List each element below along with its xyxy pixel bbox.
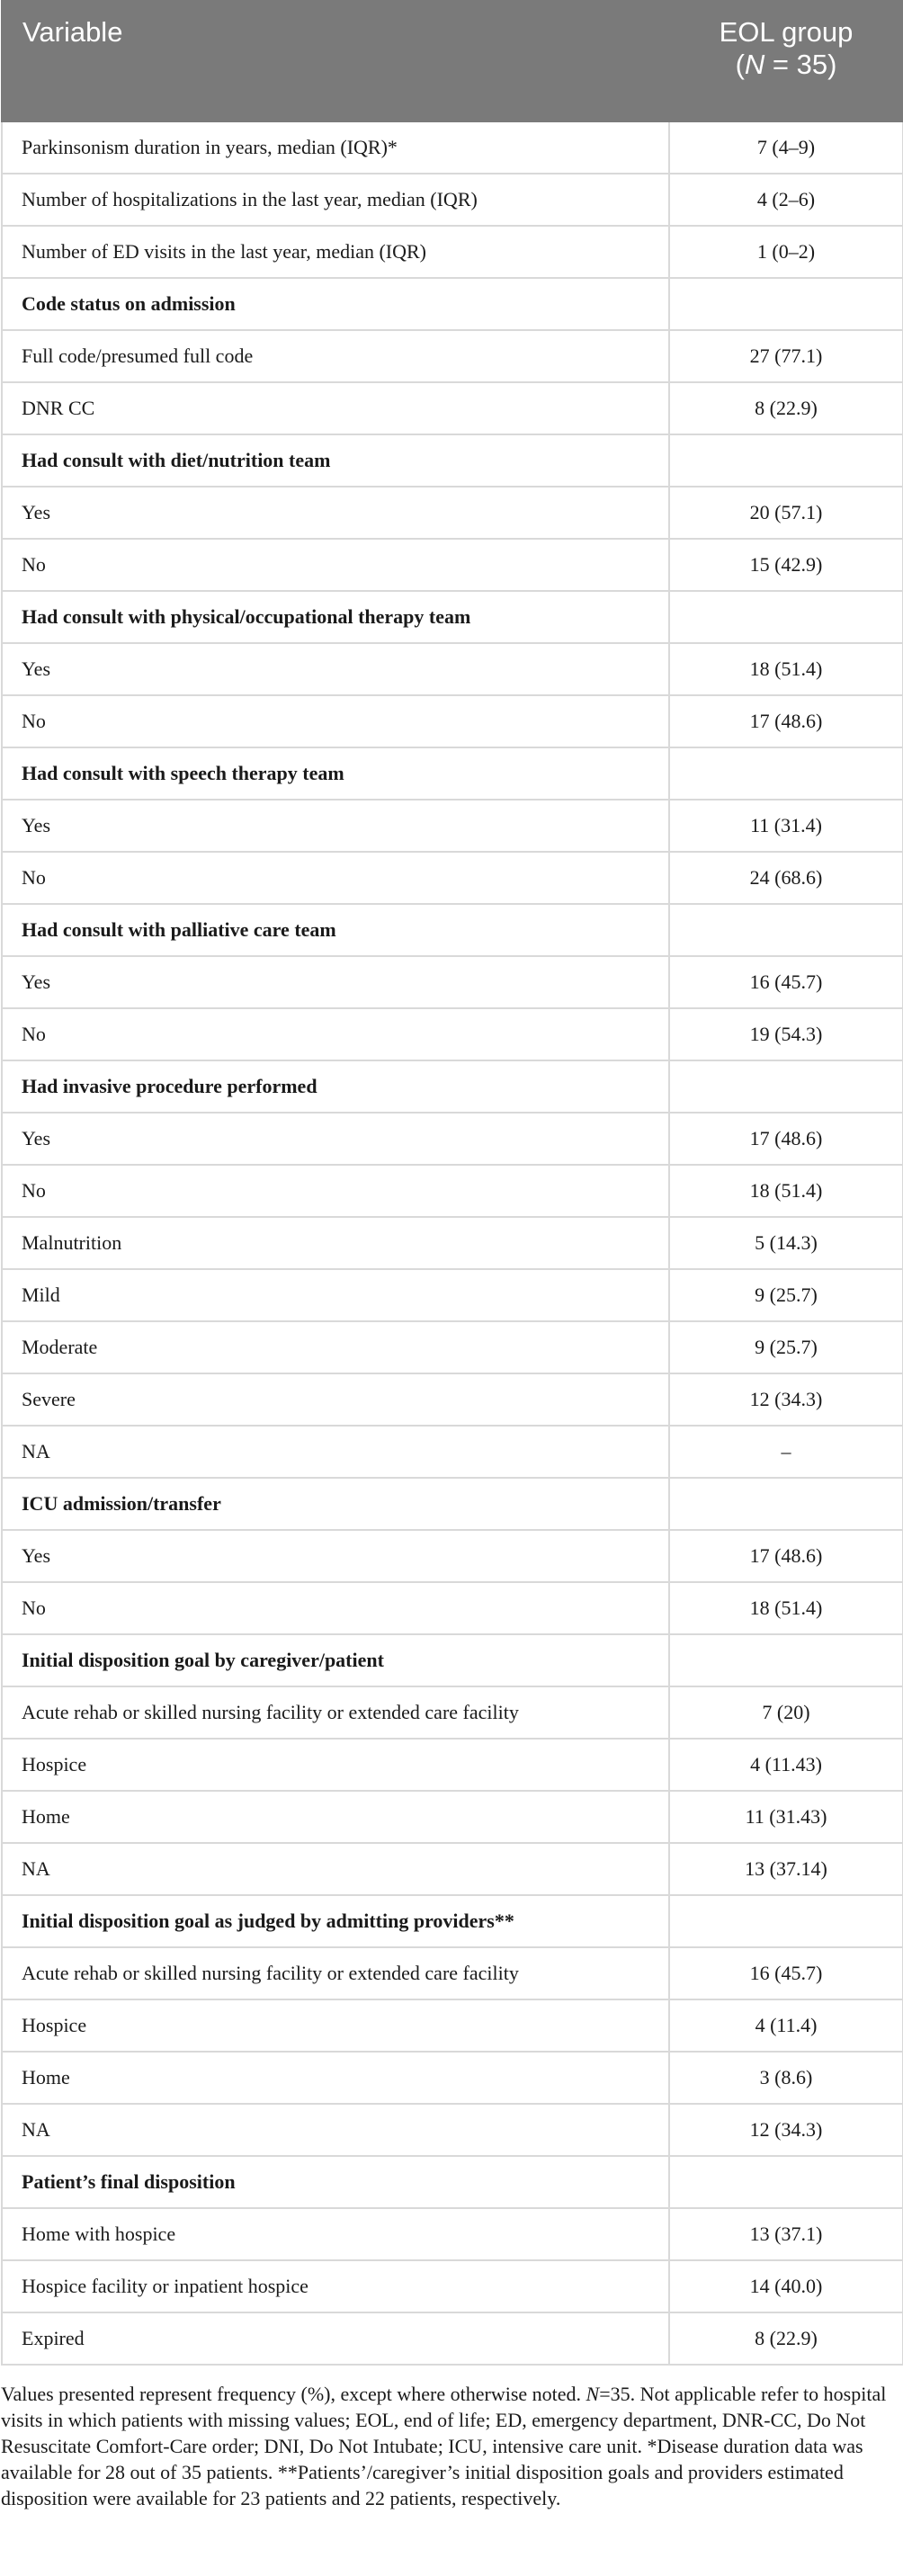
table-row	[2, 1843, 903, 1895]
table-row	[2, 2312, 903, 2365]
row-label: Hospice facility or inpatient hospice	[2, 2260, 669, 2312]
row-label: No	[2, 852, 669, 904]
row-value: 11 (31.43)	[669, 1791, 903, 1843]
table-row	[2, 1582, 903, 1634]
table-row	[2, 695, 903, 747]
row-value: 9 (25.7)	[669, 1321, 903, 1373]
table-row	[2, 1426, 903, 1478]
table-row	[2, 1113, 903, 1165]
section-row	[2, 2156, 903, 2208]
header-n-label: N	[744, 49, 765, 80]
header-group-title: EOL group	[719, 16, 854, 48]
row-label: Home with hospice	[2, 2208, 669, 2260]
table-row	[2, 1269, 903, 1321]
header-variable: Variable	[2, 1, 669, 121]
row-value	[669, 2156, 903, 2208]
table-row	[2, 2260, 903, 2312]
row-label: Number of hospitalizations in the last year, median (IQR)	[2, 174, 669, 226]
section-row	[2, 278, 903, 330]
row-value	[669, 1478, 903, 1530]
table-row	[2, 643, 903, 695]
section-row	[2, 1478, 903, 1530]
row-value: 24 (68.6)	[669, 852, 903, 904]
row-value: 8 (22.9)	[669, 382, 903, 434]
row-label: Home	[2, 1791, 669, 1843]
row-label: Acute rehab or skilled nursing facility or extended care facility	[2, 1947, 669, 1999]
table-row	[2, 1373, 903, 1426]
row-value: 8 (22.9)	[669, 2312, 903, 2365]
row-value: 9 (25.7)	[669, 1269, 903, 1321]
table-row	[2, 1321, 903, 1373]
row-label: Hospice	[2, 1999, 669, 2052]
table-row	[2, 330, 903, 382]
table-footnote	[1, 2381, 891, 2511]
row-value	[669, 1060, 903, 1113]
row-value: 4 (2–6)	[669, 174, 903, 226]
row-label: Parkinsonism duration in years, median (IQR)*	[2, 121, 669, 174]
row-label: No	[2, 539, 669, 591]
row-value: 18 (51.4)	[669, 1165, 903, 1217]
row-value: 3 (8.6)	[669, 2052, 903, 2104]
row-value: 15 (42.9)	[669, 539, 903, 591]
section-row	[2, 434, 903, 487]
footnote-part2: =35. Not applicable refer to hospital visits in which patients with missing values; EOL, end of life; ED, emergency department, DNR-CC, Do Not Resuscitate Comfort-Care order; DNI, Do Not Intubate; ICU, intensive care unit. *Disease duration data was available for 28 out of 35 patients. **Patients’/caregiver’s initial disposition goals and providers estimated disposition were available for 23 patients and 22 patients, respectively.	[1, 2383, 887, 2509]
row-label: Yes	[2, 643, 669, 695]
section-row	[2, 591, 903, 643]
row-value: 1 (0–2)	[669, 226, 903, 278]
table-row	[2, 1217, 903, 1269]
section-row	[2, 1060, 903, 1113]
row-label: NA	[2, 1426, 669, 1478]
section-label: Had consult with speech therapy team	[2, 747, 669, 800]
table-header	[2, 1, 903, 121]
table-row	[2, 1686, 903, 1739]
section-label: Had consult with diet/nutrition team	[2, 434, 669, 487]
table-row	[2, 2104, 903, 2156]
table-row	[2, 956, 903, 1008]
table-row	[2, 852, 903, 904]
row-label: Expired	[2, 2312, 669, 2365]
table-row	[2, 226, 903, 278]
section-label: Patient’s final disposition	[2, 2156, 669, 2208]
table-row	[2, 121, 903, 174]
row-label: Moderate	[2, 1321, 669, 1373]
row-value: 4 (11.43)	[669, 1739, 903, 1791]
row-label: Acute rehab or skilled nursing facility or extended care facility	[2, 1686, 669, 1739]
row-label: Yes	[2, 487, 669, 539]
row-label: Yes	[2, 1530, 669, 1582]
row-value: 16 (45.7)	[669, 956, 903, 1008]
row-label: No	[2, 1008, 669, 1060]
table-row	[2, 800, 903, 852]
header-eol-group: EOL group (N = 35)	[669, 1, 903, 121]
table-row	[2, 1165, 903, 1217]
row-label: Yes	[2, 1113, 669, 1165]
row-label: Hospice	[2, 1739, 669, 1791]
row-label: Home	[2, 2052, 669, 2104]
row-value: 17 (48.6)	[669, 1530, 903, 1582]
row-value: 13 (37.1)	[669, 2208, 903, 2260]
row-value: 14 (40.0)	[669, 2260, 903, 2312]
row-label: DNR CC	[2, 382, 669, 434]
row-label: Malnutrition	[2, 1217, 669, 1269]
table-row	[2, 1739, 903, 1791]
section-label: Code status on admission	[2, 278, 669, 330]
row-label: NA	[2, 1843, 669, 1895]
table-row	[2, 2052, 903, 2104]
row-label: Number of ED visits in the last year, median (IQR)	[2, 226, 669, 278]
row-value: 18 (51.4)	[669, 1582, 903, 1634]
row-label: No	[2, 695, 669, 747]
section-label: Initial disposition goal as judged by admitting providers**	[2, 1895, 669, 1947]
row-value: 5 (14.3)	[669, 1217, 903, 1269]
row-label: Yes	[2, 956, 669, 1008]
section-row	[2, 904, 903, 956]
row-value: 27 (77.1)	[669, 330, 903, 382]
table-body	[2, 121, 903, 2365]
row-value	[669, 591, 903, 643]
footnote-part1: Values presented represent frequency (%), except where otherwise noted.	[1, 2383, 586, 2405]
header-n-value: = 35)	[764, 49, 837, 80]
row-value: –	[669, 1426, 903, 1478]
footnote-n-label: N	[586, 2383, 600, 2405]
row-value	[669, 278, 903, 330]
table-row	[2, 1947, 903, 1999]
row-label: No	[2, 1165, 669, 1217]
table-row	[2, 487, 903, 539]
row-value: 20 (57.1)	[669, 487, 903, 539]
section-row	[2, 1895, 903, 1947]
row-value: 13 (37.14)	[669, 1843, 903, 1895]
row-value: 17 (48.6)	[669, 695, 903, 747]
table-row	[2, 1530, 903, 1582]
data-table	[1, 0, 903, 2366]
row-value: 12 (34.3)	[669, 2104, 903, 2156]
row-value	[669, 1895, 903, 1947]
row-value	[669, 904, 903, 956]
table-row	[2, 1008, 903, 1060]
row-value: 7 (20)	[669, 1686, 903, 1739]
table-row	[2, 174, 903, 226]
row-value: 18 (51.4)	[669, 643, 903, 695]
row-value: 4 (11.4)	[669, 1999, 903, 2052]
section-label: Had invasive procedure performed	[2, 1060, 669, 1113]
row-label: No	[2, 1582, 669, 1634]
row-label: NA	[2, 2104, 669, 2156]
row-value: 7 (4–9)	[669, 121, 903, 174]
row-value	[669, 434, 903, 487]
row-value: 19 (54.3)	[669, 1008, 903, 1060]
row-label: Severe	[2, 1373, 669, 1426]
row-value: 17 (48.6)	[669, 1113, 903, 1165]
section-row	[2, 1634, 903, 1686]
section-row	[2, 747, 903, 800]
table-row	[2, 1999, 903, 2052]
section-label: Had consult with physical/occupational therapy team	[2, 591, 669, 643]
section-label: Initial disposition goal by caregiver/patient	[2, 1634, 669, 1686]
row-value: 16 (45.7)	[669, 1947, 903, 1999]
section-label: ICU admission/transfer	[2, 1478, 669, 1530]
row-label: Mild	[2, 1269, 669, 1321]
table-row	[2, 1791, 903, 1843]
table-row	[2, 2208, 903, 2260]
row-label: Yes	[2, 800, 669, 852]
section-label: Had consult with palliative care team	[2, 904, 669, 956]
row-value	[669, 1634, 903, 1686]
row-value: 11 (31.4)	[669, 800, 903, 852]
row-label: Full code/presumed full code	[2, 330, 669, 382]
row-value	[669, 747, 903, 800]
table-row	[2, 382, 903, 434]
table-row	[2, 539, 903, 591]
row-value: 12 (34.3)	[669, 1373, 903, 1426]
